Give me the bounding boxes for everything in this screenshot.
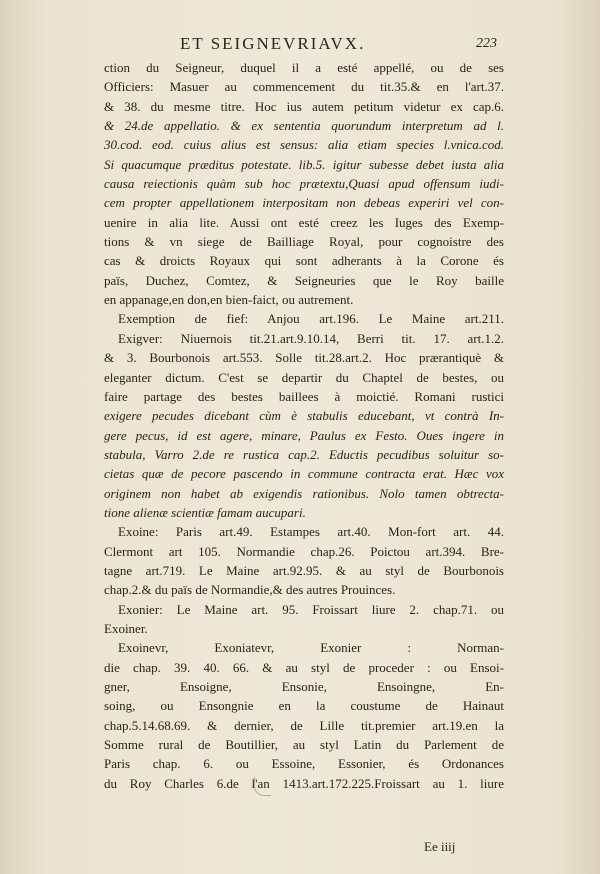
text-line: cas & droicts Royaux qui sont adherants à la Corone és [104,253,504,269]
text-line: stabula, Varro 2.de re rustica cap.2. Eductis pecudibus soluitur so- [104,446,504,462]
text-line: Exonier: Le Maine art. 95. Froissart liure 2. chap.71. ou [118,601,504,617]
text-line: Exoiner. [104,620,148,636]
margin-mark-icon [254,777,271,796]
text-line: cietas quæ de pecore pascendo in commune contracta erat. Hæc vox [104,466,504,482]
text-line: gner, Ensoigne, Ensonie, Ensoingne, En- [104,679,504,694]
text-line: eleganter dictum. C'est se departir du Chaptel de bestes, ou [104,369,504,385]
text-line: cem propter appellationem interpositam non debeas experiri vel con- [104,195,504,211]
text-line: Exoinevr, Exoniatevr, Exonier : Norman- [118,640,504,656]
text-line: Paris chap. 6. ou Essoine, Essonier, és Ordonances [104,756,504,772]
text-line: tagne art.719. Le Maine art.92.95. & au styl de Bourbonois [104,562,504,578]
text-line: uenire in alia lite. Aussi ont esté creez les Iuges des Exemp- [104,214,504,230]
text-line: Exigver: Niuernois tit.21.art.9.10.14, Berri tit. 17. art.1.2. [118,330,504,346]
text-line: Somme rural de Boutillier, au styl Latin du Parlement de [104,737,504,753]
text-line: païs, Duchez, Comtez, & Seigneuries que le Roy baille [104,272,504,288]
text-line: originem non habet ab exigendis rationibus. Nolo tamen obtrecta- [104,485,504,501]
text-line: faire partage des bestes baillees à moictié. Romani rustici [104,388,504,404]
page-number: 223 [476,36,497,51]
text-line: causa reiectionis quàm sub hoc prætextu,Quasi apud offensum iudi- [104,176,504,192]
text-line: exigere pecudes dicebant cùm è stabulis educebant, vt contrà In- [104,408,504,424]
text-line: Clermont art 105. Normandie chap.26. Poictou art.394. Bre- [104,543,504,559]
text-line: tions & vn siege de Bailliage Royal, pour cognoistre des [104,234,504,250]
text-line: soing, ou Ensongnie en la coustume de Hainaut [104,698,504,714]
text-line: chap.5.14.68.69. & dernier, de Lille tit.premier art.19.en la [104,717,504,733]
text-line: tione alienæ scientiæ famam aucupari. [104,504,306,520]
text-line: Officiers: Masuer au commencement du tit.35.& en l'art.37. [104,79,504,95]
text-line: en appanage,en don,en bien-faict, ou autrement. [104,292,354,308]
text-line: & 3. Bourbonois art.553. Solle tit.28.art.2. Hoc prærantiquè & [104,350,504,366]
running-title: ET SEIGNEVRIAVX. [180,34,366,53]
text-line: Si quacumque præditus potestate. lib.5. igitur subesse debet iusta alia [104,156,504,172]
text-line: 30.cod. eod. cuius alius est sensus: alia etiam species l.vnica.cod. [104,137,504,153]
text-line: Exoine: Paris art.49. Estampes art.40. Mon-fort art. 44. [118,524,504,540]
text-line: Exemption de fief: Anjou art.196. Le Maine art.211. [118,311,504,327]
text-line: die chap. 39. 40. 66. & au styl de proceder : ou Ensoi- [104,659,504,675]
page-body [104,58,504,793]
text-line: gere pecus, id est agere, minare, Paulus ex Festo. Oues ingere in [104,427,504,443]
text-line: & 38. du mesme titre. Hoc ius autem petitum videtur ex cap.6. [104,98,504,114]
text-line: chap.2.& du païs de Normandie,& des autres Prouinces. [104,582,396,598]
signature-mark: Ee iiij [424,839,456,854]
text-line: du Roy Charles 6.de l'an 1413.art.172.225.Froissart au 1. liure [104,775,504,791]
text-line: ction du Seigneur, duquel il a esté appellé, ou de ses [104,60,504,75]
text-line: & 24.de appellatio. & ex sententia quorundum interpretum ad l. [104,118,504,134]
